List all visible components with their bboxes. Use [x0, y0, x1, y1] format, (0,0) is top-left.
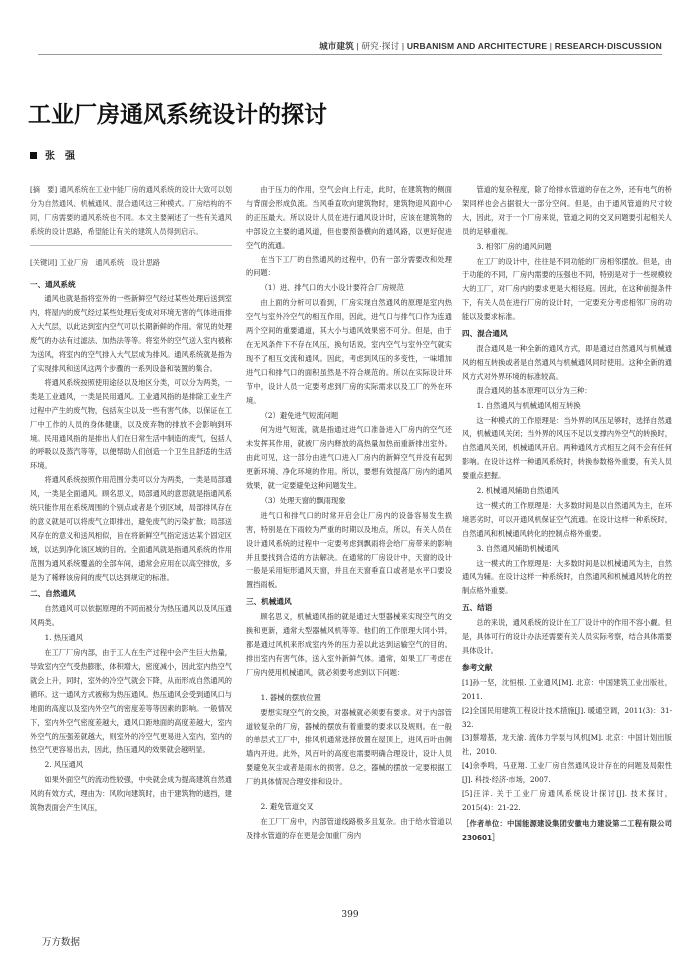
paragraph: 管道的复杂程度，除了给排水管道的存在之外，还有电气的桥架同样也会占据很大一部分空间。但是，由于通风管道的尺寸较大，因此，对于一个厂房来说，管道之间的交叉问题要引起相关人员的足够重视。	[462, 185, 672, 236]
subsection-heading: 1. 自然通风与机械通风相互转换	[476, 400, 581, 410]
header-section-en: RESEARCH·DISCUSSION	[554, 41, 662, 51]
column-1-body	[30, 278, 232, 815]
paragraph: 由于压力的作用，空气会向上行走，此时，在建筑物的侧面与背面会形成负流。当风垂直吹向建筑物时，建筑物迎风面中心的正压最大。所以设计人员在进行通风设计时，应该在建筑物的中部设立主要的通风道，但也要预备横向的通风路，以更好促进空气的流通。	[246, 185, 452, 250]
reference-item: [2]全国民用建筑工程设计技术措施[J]. 暖通空调，2011(3)：31-32.	[462, 705, 672, 729]
column-2-body	[246, 183, 452, 843]
article-title: 工业厂房通风系统设计的探讨	[28, 102, 327, 128]
section-heading: 四、混合通风	[462, 329, 508, 339]
paragraph: 由上面的分析可以看到，厂房实现自然通风的原理是室内热空气与室外冷空气的相互作用，因此，进气口与排气口作为连通两个空间的重要通道，其大小与通风效果密不可分。但是，由于在无风条件下不存在风压，换句话说，室内空气与室外空气就实现不了相互交流和通风。因此，考虑到风压的多变性，一味增加进气口和排气口的面积虽然是不符合规范的。所以在实际设计环节中，设计人员一定要考虑到厂房的实际需求以及工厂的外在环境。	[246, 298, 452, 405]
abstract-text: 通风系统在工业中能厂房的通风系统的设计大致可以划分为自然通风、机械通风、混合通风这三种模式。厂房结构的不同，厂房需要的通风系统也不同。本文主要阐述了一些有关通风系统的设计思路，希望能让有关的建筑人员得到启示。	[30, 185, 232, 236]
paragraph: 将通风系统按照作用范围分类可以分为两类，一类是局部通风，一类是全面通风。顾名思义，局部通风的意思就是指通风系统只能作用在系统周围的个别点或者是个别区域，局部排风存在的意义就是可以将废气立即排出，避免废气的污染扩散；局部送风存在的意义和送风相似，旨在将新鲜空气指定送达某个固定区域，以达到净化该区域的目的。全面通风就是指通风系统的作用范围为通风系统覆盖的全部车间，通常会应用在以高空排放，多是为了稀释该房间的废气以达到规定的标准。	[30, 475, 232, 582]
header-journal-cn: 城市建筑	[319, 41, 354, 51]
spacer	[246, 680, 452, 690]
running-header: 城市建筑 | 研究·探讨 | URBANISM AND ARCHITECTURE | RESEARCH·DISCUSSION	[319, 41, 662, 51]
paragraph: 混合通风是一种全新的通风方式，即是通过自然通风与机械通风的相互转换或者是自然通风与机械通风同时使用。这种全新的通风方式对外界环境的标准较高。	[462, 343, 672, 381]
subsection-heading: （2）避免进气短流问题	[260, 410, 339, 420]
paragraph: 在工厂厂房中，内部管道线路极多且复杂。由于给水管道以及排水管道的存在更是会加重厂房内	[246, 816, 452, 840]
author-bullet-icon	[30, 152, 37, 159]
subsection-heading: 3. 相邻厂房的通风问题	[476, 241, 552, 251]
paragraph: 如果外面空气的流动性较强，中央就会成为提高建筑自然通风的有效方式，理由为：风吹向建筑时，由于建筑物的遮挡，建筑物表面会产生风压，	[30, 775, 232, 813]
subsection-heading: 2. 风压通风	[44, 760, 84, 770]
paragraph: 何为进气短流，就是指通过进气口准备进入厂房内的空气还未发挥其作用，就被厂房内释放的高热量加热而重新排出室外。由此可见，这一部分由进气口进入厂房内的新鲜空气并没有起到更新环境、净化环境的作用。所以，要想有效提高厂房内的通风效果，就一定要避免这种问题发生。	[246, 425, 452, 491]
abstract	[30, 183, 232, 239]
abstract-divider	[30, 245, 232, 246]
keywords-label: [关键词]	[30, 257, 58, 267]
author-affiliation: ［作者单位：中国能源建设集团安徽电力建设第二工程有限公司 230601］	[462, 818, 672, 842]
column-2	[246, 183, 452, 883]
section-heading: 二、自然通风	[30, 589, 76, 599]
paragraph: 自然通风可以依据原理的不同而被分为热压通风以及风压通风两类。	[30, 604, 232, 628]
reference-item: [4]余季鸣，马亚翔. 工业厂房自然通风设计存在的问题及局限性[J]. 科技·经济·市场，2007.	[462, 761, 672, 785]
keywords-text: 工业厂房 通风系统 设计思路	[59, 257, 161, 267]
paragraph: 在当下工厂的自然通风的过程中，仍有一部分需要改和处理的问题：	[246, 254, 452, 278]
paragraph: 混合通风的基本原理可以分为三种：	[476, 385, 592, 395]
paragraph: 这一种模式的工作原理是：当外界的风压足够时，选择自然通风，机械通风关闭；当外界的风压不足以支撑内外空气的转换时，自然通风关闭，机械通风开启。两种通风方式相互之间不会有任何影响。在设计这样一种通风系统时，转换参数格外重要，有关人员要重点把握。	[462, 415, 672, 481]
subsection-heading: 1. 器械的摆放位置	[260, 692, 321, 702]
column-3-body	[462, 183, 672, 845]
footer-source: 万方数据	[42, 937, 81, 948]
subsection-heading: （3）处理天窗的飘雨现象	[260, 495, 346, 505]
paragraph: 这一模式的工作原理是：大多数时间是以自然通风为主，在环境恶劣时，可以开通风机保证空气流通。在设计这样一种系统时，自然通风和机械通风转化的控制点格外重要。	[462, 500, 672, 538]
subsection-heading: 1. 热压通风	[44, 633, 84, 643]
subsection-heading: 2. 机械通风辅助自然通风	[476, 486, 559, 496]
paragraph: 要想实现空气的交换，对器械就必须要有要求。对于内部管道较复杂的厂房，器械的摆放有着重要的要求以及规则。在一般的单层式工厂中，排风机通常选择放置在屋顶上，进风百叶由侧墙内开进。此外，风百叶的高度也需要明确合理设计，设计人员要避免灰尘或者是雨水的损害。总之，器械的摆放一定要根据工厂的具体情况合理安排和设计。	[246, 707, 452, 787]
paragraph: 进气口和排气口的时常开启会让厂房内的设备容易发生损害，特别是在下雨较为严重的时期以及地点，所以，有关人员在设计通风系统的过程中一定要考虑到飘雨将会给厂房带来的影响并且要找到合适的方法解决。在通常的厂房设计中，天窗的设计一般是采用矩形通风天窗，并且在天窗垂直口或者是水平口要设置挡雨板。	[246, 510, 452, 590]
paragraph: 这一模式的工作原理是：大多数时间是以机械通风为主，自然通风为辅。在设计这样一种系统时，自然通风和机械通风转化的控制点格外重要。	[462, 558, 672, 596]
paragraph: 通风也就是指将室外的一些新鲜空气经过某些处理后送到室内，将屋内的废气经过某些处理后变成对环境无害的气体进而排入大气层，以此达到室内空气可以长期新鲜的作用。常见的处理废气的办法有过滤法、加热法等等。将室外的空气送入室内被称为送风，将室内的空气排入大气层成为排风。通风系统就是指为了实现排风和送风这两个步骤的一系列设备和装置的集合。	[30, 294, 232, 373]
section-heading: 一、通风系统	[30, 279, 76, 289]
spacer	[246, 789, 452, 799]
reference-item: [5]汪洋. 关于工业厂房通风系统设计探讨[J]. 技术探讨，2015(4)：21-22.	[462, 789, 672, 812]
header-rule	[38, 54, 662, 55]
reference-item: [1]孙一坚，沈恒根. 工业通风[M]. 北京：中国建筑工业出版社，2011.	[462, 677, 672, 701]
keywords	[30, 256, 232, 270]
subsection-heading: 3. 自然通风辅助机械通风	[476, 543, 559, 553]
section-heading: 三、机械通风	[246, 597, 292, 607]
subsection-heading: （1）进、排气口的大小设计要符合厂房规范	[260, 283, 404, 293]
author-line	[30, 147, 75, 162]
column-3	[462, 183, 672, 913]
section-heading: 五、结语	[462, 603, 493, 613]
subsection-heading: 2. 避免管道交叉	[260, 802, 314, 812]
paragraph: 在工厂厂房内部，由于工人在生产过程中会产生巨大热量，导致室内空气受热膨胀，体积增大，密度减小，因此室内热空气就会上升，同时，室外的冷空气就会下降，从而形成自然通风的循环。这一通风方式被称为热压通风。热压通风会受到通风口与地面的高度以及室内外空气的密度差等等因素的影响。一般情况下，室内外空气密度差越大，通风口距地面的高度差越大，室内外空气的压强差就越大，则室外的冷空气更易进入室内，室内的热空气更容易出去，因此，热压通风的效果就会越明显。	[30, 648, 232, 755]
paragraph: 总的来说，通风系统的设计在工厂设计中的作用不容小觑。但是，具体可行的设计办法还需要有关人员实际考察，结合具体需要具体设计。	[462, 618, 672, 655]
header-section-cn: 研究·探讨	[361, 41, 400, 51]
paragraph: 顾名思义，机械通风指的就是通过大型器械来实现空气的交换和更新，通常大型器械风机等等。他们的工作原理大同小异，都是通过风机来形成室内外的压力差以此达到运输空气的目的。排出室内有害气体，送入室外新鲜气体。通常，如果工厂考虑在厂房内使用机械通风，就必须要考虑到以下问题：	[246, 612, 452, 677]
paragraph: 将通风系统按照使用途径以及地区分类，可以分为两类，一类是工业通风，一类是民用通风。工业通风指的是排除工业生产过程中产生的废气物，包括灰尘以及一些有害气体，以保证在工厂中工作的人员的身体健康，以及废弃物的排放不会影响到环境。民用通风指的是排出人们在日常生活中制造的废气，包括人的呼吸以及蒸汽等等，以便帮助人们创造一个卫生且舒适的生活环境。	[30, 377, 232, 471]
page-number: 399	[341, 910, 359, 920]
column-1	[30, 183, 232, 918]
header-journal-en: URBANISM AND ARCHITECTURE	[406, 41, 548, 51]
references-heading: 参考文献	[462, 662, 493, 672]
author-name: 张 强	[45, 151, 75, 162]
abstract-label: [摘 要]	[30, 185, 58, 194]
reference-item: [3]蔡增基，龙天渝. 流体力学泵与风机[M]. 北京：中国计划出版社，2010.	[462, 733, 672, 757]
paragraph: 在工厂的设计中，往往是不同功能的厂房相邻摆放。但是，由于功能的不同，厂房内需要的压强也不同，特别是对于一些规模较大的工厂，对厂房内的要求更是大相径庭。因此，在这种前提条件下，有关人员在进行厂房的设计时，一定要充分考虑相邻厂房的功能以及要求标准。	[462, 256, 672, 322]
